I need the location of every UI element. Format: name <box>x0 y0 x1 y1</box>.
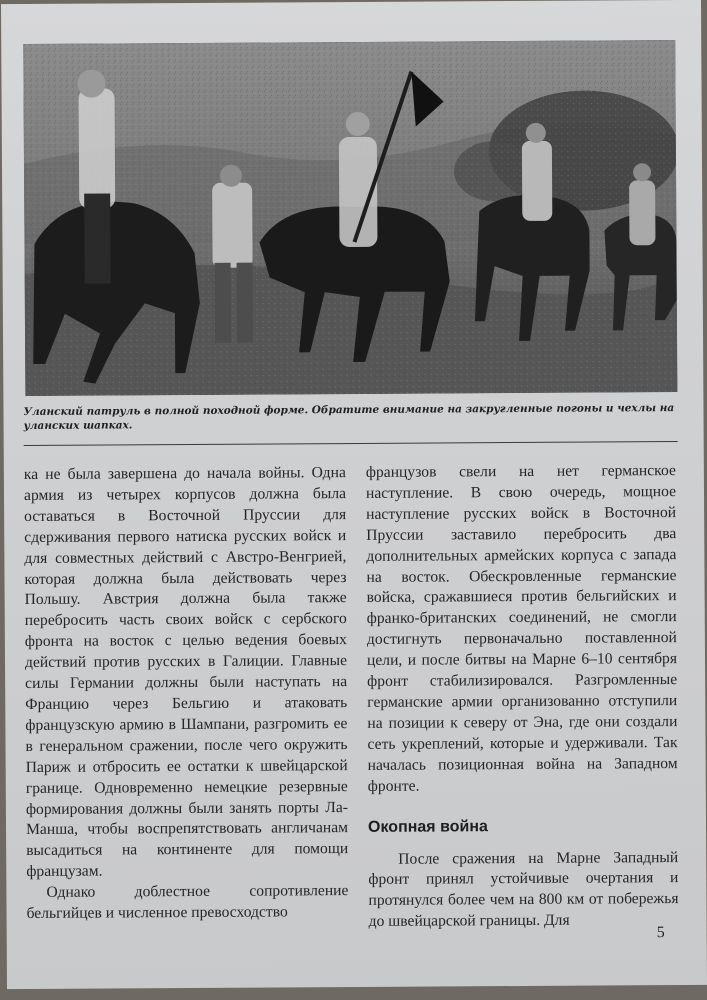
cavalry-patrol-photo <box>23 40 677 396</box>
right-paragraph-1: французов свели на нет германское наступление. В свою очередь, мощное наступление русских войск в Восточной Пруссии заставило перебросить два дополнительных армейских корпуса с запада на восток. Обескровленные германские войска, сражавшиеся против бельгийских и франко-британских соединений, не смогли достигнуть первоначально поставленной цели, и после битвы на Марне 6–10 сентября фронт стабилизировался. Разгромленные германские армии организованно отступили на позиции к северу от Эна, где они создали сеть укреплений, которые и удерживали. Так началась позиционная война на Западном фронте. <box>365 462 678 795</box>
left-column <box>24 463 349 925</box>
right-paragraph-2: После сражения на Марне Западный фронт принял устойчивые очертания и протянулся более чем на 800 км от побережья до швейцарской границы. Для <box>368 848 679 931</box>
left-paragraph-2: Однако доблестное сопротивление бельгийцев и численное превосходство <box>26 882 349 923</box>
section-heading: Окопная война <box>367 817 488 836</box>
photo-caption: Уланский патруль в полной походной форме. Обратите внимание на закругленные погоны и чехлы на уланских шапках. <box>23 402 675 433</box>
page-number: 5 <box>656 924 665 942</box>
left-paragraph-1: ка не была завершена до начала войны. Одна армия из четырех корпусов должна была оставаться в Восточной Пруссии для сдерживания первого натиска русских войск и для совместных действий с Австро-Венгрией, которая должна была действовать через Польшу. Австрия должна была также перебросить часть своих войск с сербского фронта на восток с целью ведения боевых действий против русских в Галиции. Главные силы Германии должны были наступать на Францию через Бельгию и атаковать французскую армию в Шампани, разгромить ее в генеральном сражении, после чего окружить Париж и отбросить ее остатки к швейцарской границе. Одновременно немецкие резервные формирования должны были занять порты Ла-Манша, чтобы воспрепятствовать англичанам высадиться на континенте для помощи французам. <box>23 464 349 881</box>
book-page <box>1 0 707 989</box>
caption-divider <box>24 441 678 446</box>
right-column <box>366 461 679 933</box>
